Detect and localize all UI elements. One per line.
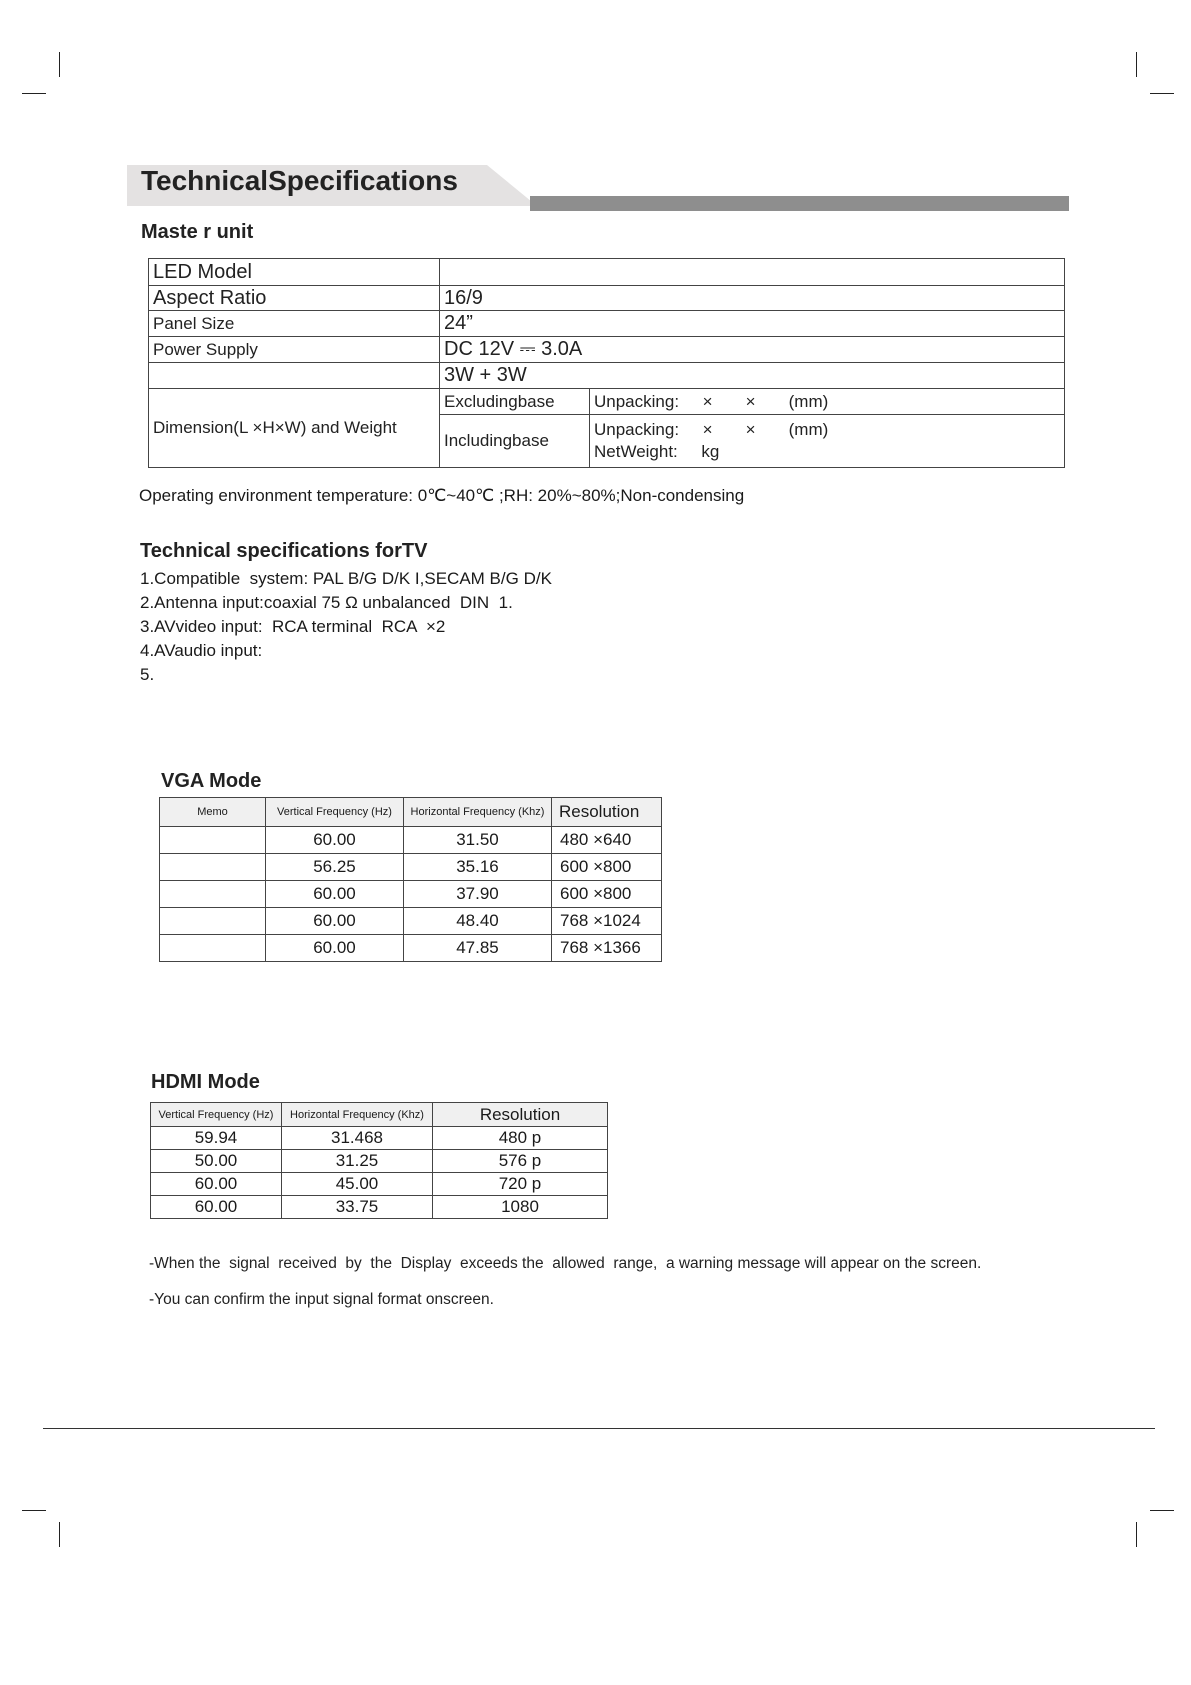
including-base-label: Includingbase xyxy=(440,415,590,468)
table-row xyxy=(151,1127,608,1150)
hdmi-cell: 33.75 xyxy=(282,1196,433,1219)
tv-specs-title: Technical specifications forTV xyxy=(140,540,428,562)
hdmi-col-vfreq: Vertical Frequency (Hz) xyxy=(151,1103,282,1127)
table-row xyxy=(151,1173,608,1196)
audio-output-value: 3W + 3W xyxy=(440,363,1065,389)
excluding-base-value: Unpacking: × × (mm) xyxy=(590,389,1065,415)
crop-mark xyxy=(1136,52,1137,77)
hdmi-cell: 31.25 xyxy=(282,1150,433,1173)
aspect-ratio-label: Aspect Ratio xyxy=(149,286,440,311)
hdmi-cell: 50.00 xyxy=(151,1150,282,1173)
spec-item: 4.AVaudio input: xyxy=(140,641,263,660)
vga-cell xyxy=(160,881,266,908)
including-net-weight: NetWeight: kg xyxy=(594,442,720,461)
vga-cell: 56.25 xyxy=(266,854,404,881)
hdmi-cell: 31.468 xyxy=(282,1127,433,1150)
table-row xyxy=(160,908,662,935)
audio-output-label xyxy=(149,363,440,389)
hdmi-cell: 60.00 xyxy=(151,1196,282,1219)
master-unit-table xyxy=(148,258,1065,468)
crop-mark xyxy=(1150,1510,1174,1511)
hdmi-cell: 1080 xyxy=(433,1196,608,1219)
vga-col-resolution: Resolution xyxy=(552,798,662,827)
vga-cell: 480 ×640 xyxy=(552,827,662,854)
vga-cell: 47.85 xyxy=(404,935,552,962)
including-unpacking: Unpacking: × × (mm) xyxy=(594,420,829,439)
note-warning: -When the signal received by the Display exceeds the allowed range, a warning message will appear on the screen. xyxy=(149,1255,982,1272)
note-confirm: -You can confirm the input signal format onscreen. xyxy=(149,1291,494,1308)
footer-rule xyxy=(43,1428,1155,1429)
spec-item: 5. xyxy=(140,665,155,684)
excluding-base-label: Excludingbase xyxy=(440,389,590,415)
led-model-value xyxy=(440,259,1065,286)
table-row xyxy=(160,935,662,962)
table-row xyxy=(160,881,662,908)
table-row xyxy=(151,1150,608,1173)
crop-mark xyxy=(59,52,60,77)
hdmi-cell: 45.00 xyxy=(282,1173,433,1196)
spec-item: 2.Antenna input:coaxial 75 Ω unbalanced DIN 1. xyxy=(140,593,513,612)
header-bar xyxy=(530,196,1069,211)
hdmi-mode-title: HDMI Mode xyxy=(151,1071,260,1093)
vga-cell xyxy=(160,935,266,962)
hdmi-header-row xyxy=(151,1103,608,1127)
hdmi-col-hfreq: Horizontal Frequency (Khz) xyxy=(282,1103,433,1127)
tv-specs-list xyxy=(140,567,552,687)
led-model-label: LED Model xyxy=(149,259,440,286)
table-row xyxy=(151,1196,608,1219)
vga-cell: 768 ×1366 xyxy=(552,935,662,962)
hdmi-cell: 576 p xyxy=(433,1150,608,1173)
crop-mark xyxy=(59,1522,60,1547)
vga-mode-title: VGA Mode xyxy=(161,770,262,792)
vga-cell xyxy=(160,827,266,854)
vga-cell: 31.50 xyxy=(404,827,552,854)
vga-cell: 60.00 xyxy=(266,935,404,962)
spec-item: 1.Compatible system: PAL B/G D/K I,SECAM B/G D/K xyxy=(140,569,552,588)
dimension-label: Dimension(L ×H×W) and Weight xyxy=(149,389,440,468)
vga-cell: 768 ×1024 xyxy=(552,908,662,935)
operating-environment: Operating environment temperature: 0℃~40℃ ;RH: 20%~80%;Non-condensing xyxy=(139,486,745,505)
table-row xyxy=(160,827,662,854)
vga-table xyxy=(159,797,662,962)
vga-cell: 37.90 xyxy=(404,881,552,908)
including-base-value xyxy=(590,415,1065,468)
vga-cell: 60.00 xyxy=(266,881,404,908)
vga-cell: 48.40 xyxy=(404,908,552,935)
hdmi-col-resolution: Resolution xyxy=(433,1103,608,1127)
hdmi-cell: 480 p xyxy=(433,1127,608,1150)
spec-item: 3.AVvideo input: RCA terminal RCA ×2 xyxy=(140,617,446,636)
vga-cell xyxy=(160,908,266,935)
vga-cell xyxy=(160,854,266,881)
aspect-ratio-value: 16/9 xyxy=(440,286,1065,311)
vga-cell: 35.16 xyxy=(404,854,552,881)
crop-mark xyxy=(1150,93,1174,94)
vga-col-memo: Memo xyxy=(160,798,266,827)
panel-size-label: Panel Size xyxy=(149,311,440,337)
hdmi-cell: 60.00 xyxy=(151,1173,282,1196)
crop-mark xyxy=(1136,1522,1137,1547)
hdmi-cell: 59.94 xyxy=(151,1127,282,1150)
panel-size-value: 24” xyxy=(440,311,1065,337)
master-unit-title: Maste r unit xyxy=(141,221,254,243)
vga-cell: 600 ×800 xyxy=(552,854,662,881)
hdmi-table xyxy=(150,1102,608,1219)
vga-cell: 60.00 xyxy=(266,908,404,935)
vga-cell: 60.00 xyxy=(266,827,404,854)
page-title: TechnicalSpecifications xyxy=(141,165,458,196)
vga-col-vfreq: Vertical Frequency (Hz) xyxy=(266,798,404,827)
power-supply-value: DC 12V ⎓ 3.0A xyxy=(440,337,1065,363)
vga-col-hfreq: Horizontal Frequency (Khz) xyxy=(404,798,552,827)
vga-header-row xyxy=(160,798,662,827)
vga-cell: 600 ×800 xyxy=(552,881,662,908)
crop-mark xyxy=(22,93,46,94)
hdmi-cell: 720 p xyxy=(433,1173,608,1196)
power-supply-label: Power Supply xyxy=(149,337,440,363)
crop-mark xyxy=(22,1510,46,1511)
table-row xyxy=(160,854,662,881)
